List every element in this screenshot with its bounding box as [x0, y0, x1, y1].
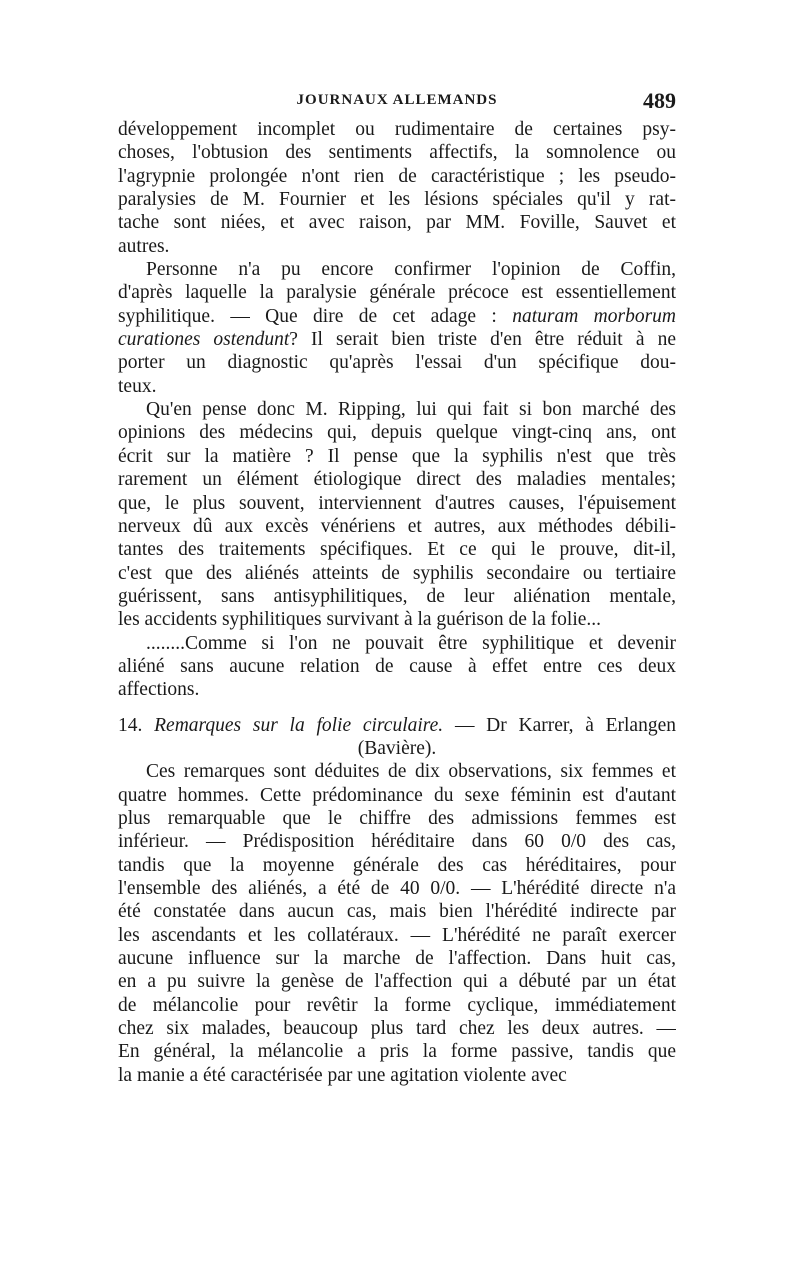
text-line: l'agrypnie prolongée n'ont rien de caractéristique ; les pseudo-	[118, 165, 676, 187]
text-line: choses, l'obtusion des sentiments affectifs, la somnolence ou	[118, 142, 676, 164]
section-place: (Bavière).	[357, 737, 437, 759]
text-line: les accidents syphilitiques survivant à la guérison de la folie...	[118, 609, 602, 631]
text-line: l'ensemble des aliénés, a été de 40 0/0. — L'hérédité directe n'a	[118, 878, 676, 899]
body-text	[118, 118, 676, 702]
paragraph	[118, 760, 676, 1087]
text-line: de mélancolie pour revêtir la forme cyclique, immédiatement	[118, 994, 676, 1016]
text-line: écrit sur la matière ? Il pense que la syphilis n'est que très	[118, 445, 676, 467]
text-line: ........Comme si l'on ne pouvait être syphilitique et devenir	[146, 632, 676, 654]
text-line: autres.	[118, 235, 170, 257]
text-line: curationes ostendunt? Il serait bien triste d'en être réduit à ne	[118, 329, 676, 351]
body-text-continued	[118, 760, 676, 1087]
running-head-title: JOURNAUX ALLEMANDS	[296, 92, 498, 108]
text-line: porter un diagnostic qu'après l'essai d'un spécifique dou-	[118, 352, 676, 374]
text-line: que, le plus souvent, interviennent d'autres causes, l'épuisement	[118, 492, 676, 514]
text-line: chez six malades, beaucoup plus tard chez les deux autres. —	[118, 1018, 676, 1040]
text-line: Ces remarques sont déduites de dix observations, six femmes et	[146, 761, 676, 783]
text-line: tantes des traitements spécifiques. Et ce qui le prouve, dit-il,	[118, 539, 676, 561]
section-author: — Dr Karrer, à Erlangen	[454, 714, 676, 736]
text-line: développement incomplet ou rudimentaire de certaines psy-	[118, 119, 676, 140]
book-page	[118, 88, 676, 1087]
text-line: opinions des médecins qui, depuis quelque vingt-cinq ans, ont	[118, 422, 676, 444]
text-line: En général, la mélancolie a pris la forme passive, tandis que	[118, 1041, 676, 1063]
text-line: teux.	[118, 375, 157, 397]
text-line: Qu'en pense donc M. Ripping, lui qui fait si bon marché des	[146, 399, 676, 421]
text-line: syphilitique. — Que dire de cet adage : naturam morborum	[118, 305, 676, 327]
text-line: tandis que la moyenne générale des cas héréditaires, pour	[118, 854, 676, 876]
text-line: c'est que des aliénés atteints de syphilis secondaire ou tertiaire	[118, 562, 676, 584]
text-line: tache sont niées, et avec raison, par MM. Foville, Sauvet et	[118, 212, 676, 234]
section-title: Remarques sur la folie circulaire.	[154, 714, 444, 736]
text-line: aucune influence sur la marche de l'affection. Dans huit cas,	[118, 948, 676, 970]
text-line: d'après laquelle la paralysie générale précoce est essentiellement	[118, 282, 676, 304]
text-line: plus remarquable que le chiffre des admissions femmes est	[118, 807, 676, 829]
text-line: Personne n'a pu encore confirmer l'opinion de Coffin,	[146, 259, 676, 281]
text-line: nerveux dû aux excès vénériens et autres, aux méthodes débili-	[118, 515, 676, 537]
running-header	[118, 88, 676, 118]
text-line: quatre hommes. Cette prédominance du sexe féminin est d'autant	[118, 784, 676, 806]
page-number: 489	[643, 88, 676, 113]
text-line: en a pu suivre la genèse de l'affection qui a débuté par un état	[118, 971, 676, 993]
text-line: paralysies de M. Fournier et les lésions spéciales qu'il y rat-	[118, 189, 676, 211]
text-line: guérissent, sans antisyphilitiques, de leur aliénation mentale,	[118, 585, 676, 607]
paragraph	[118, 118, 676, 258]
section-number: 14.	[118, 714, 143, 736]
text-line: les ascendants et les collatéraux. — L'hérédité ne paraît exercer	[118, 924, 676, 946]
text-line: été constatée dans aucun cas, mais bien l'hérédité indirecte par	[118, 901, 676, 923]
paragraph	[118, 632, 676, 702]
text-line: affections.	[118, 679, 200, 701]
text-line: rarement un élément étiologique direct des maladies mentales;	[118, 469, 676, 491]
text-line: inférieur. — Prédisposition héréditaire dans 60 0/0 des cas,	[118, 831, 676, 853]
paragraph	[118, 398, 676, 631]
text-line: la manie a été caractérisée par une agitation violente avec	[118, 1064, 567, 1086]
text-line: aliéné sans aucune relation de cause à effet entre ces deux	[118, 655, 676, 677]
paragraph	[118, 258, 676, 398]
section-heading	[118, 714, 676, 761]
section-heading-line	[118, 714, 676, 737]
